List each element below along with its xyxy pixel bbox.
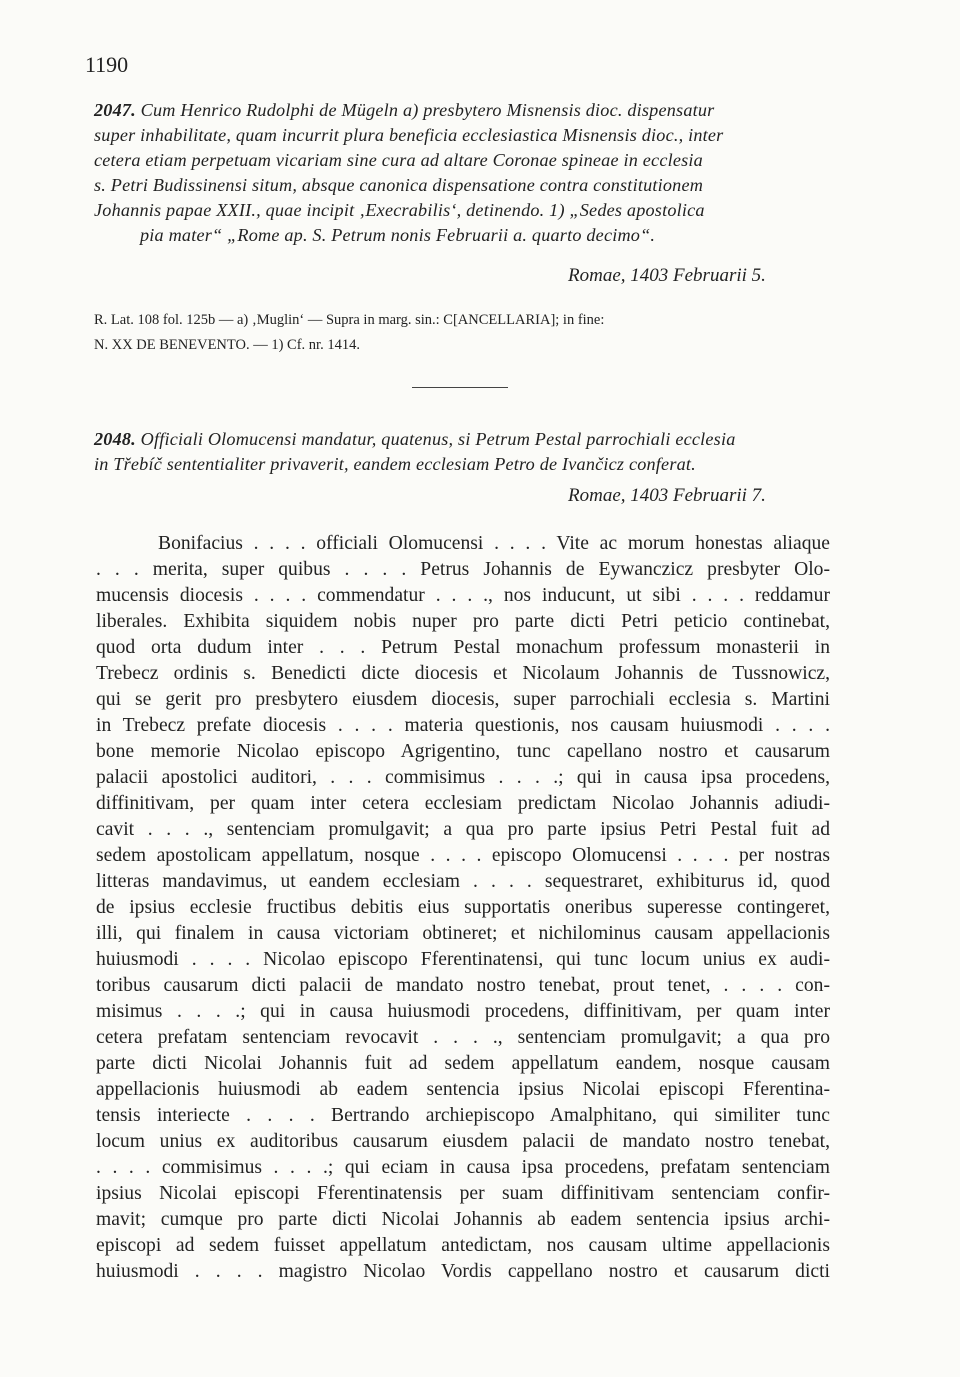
body-line: liberales. Exhibita siquidem nobis nuper pro parte dicti Petri peticio continebat,	[96, 611, 830, 632]
entry-2048-date: Romae, 1403 Februarii 7.	[568, 485, 766, 506]
entry-2048-line: 2048. Officiali Olomucensi mandatur, quatenus, si Petrum Pestal parrochiali ecclesia	[94, 429, 736, 449]
entry-2047-summary	[94, 98, 848, 248]
entry-2047-line: Johannis papae XXII., quae incipit ‚Execrabilis‘, detinendo. 1) „Sedes apostolica	[94, 200, 705, 220]
body-line: sedem apostolicam appellatum, nosque . . . . episcopo Olomucensi . . . . per nostras	[96, 845, 830, 866]
body-line: illi, qui finalem in causa victoriam obtineret; et nichilominus causam appellacionis	[96, 923, 830, 944]
body-line: tensis interiecte . . . . Bertrando archiepiscopo Amalphitano, qui similiter tunc	[96, 1105, 830, 1126]
body-line: ipsius Nicolai episcopi Fferentinatensis per suam diffinitivam sentenciam confir-	[96, 1183, 830, 1204]
body-line: . . . . commisimus . . . .; qui eciam in causa ipsa procedens, prefatam sentenciam	[96, 1157, 830, 1178]
page-number: 1190	[85, 52, 129, 77]
body-line: huiusmodi . . . . Nicolao episcopo Fferentinatensi, qui tunc locum unius ex audi-	[96, 949, 830, 970]
entry-2048-body	[96, 531, 830, 1285]
body-line: misimus . . . .; qui in causa huiusmodi procedens, diffinitivam, per quam inter	[96, 1001, 830, 1022]
body-line: litteras mandavimus, ut eandem ecclesiam . . . . sequestraret, exhibiturus id, quod	[96, 871, 830, 892]
body-line: in Trebecz prefate diocesis . . . . materia questionis, nos causam huiusmodi . . . .	[96, 715, 830, 736]
entry-2048-summary	[94, 427, 848, 477]
body-line: Trebecz ordinis s. Benedicti dicte diocesis et Nicolaum Johannis de Tussnowicz,	[96, 663, 830, 684]
section-divider	[412, 387, 508, 388]
entry-2047-line: cetera etiam perpetuam vicariam sine cura ad altare Coronae spineae in ecclesia	[94, 150, 703, 170]
body-line: mucensis diocesis . . . . commendatur . . . ., nos inducunt, ut sibi . . . . reddamur	[96, 585, 830, 606]
body-line: de ipsius ecclesie fructibus debitis eius supportatis oneribus superesse contingeret,	[96, 897, 830, 918]
footnote-line: R. Lat. 108 fol. 125b — a) ‚Muglin‘ — Supra in marg. sin.: C[ANCELLARIA]; in fine:	[94, 312, 605, 328]
body-line: appellacionis huiusmodi ab eadem sentencia ipsius Nicolai episcopi Fferentina-	[96, 1079, 830, 1100]
body-line: episcopi ad sedem fuisset appellatum antedictam, nos causam ultime appellacionis	[96, 1235, 830, 1256]
entry-2047-date: Romae, 1403 Februarii 5.	[568, 265, 766, 286]
entry-2047-line: 2047. Cum Henrico Rudolphi de Mügeln a) presbytero Misnensis dioc. dispensatur	[94, 100, 715, 120]
entry-2047-notes	[94, 308, 848, 358]
body-line: diffinitivam, per quam inter cetera ecclesiam predictam Nicolao Johannis adiudi-	[96, 793, 830, 814]
entry-2047-line: s. Petri Budissinensi situm, absque canonica dispensatione contra constitutionem	[94, 175, 704, 195]
body-line: quod orta dudum inter . . . Petrum Pestal monachum professum monasterii in	[96, 637, 830, 658]
body-line: qui se gerit pro presbytero eiusdem diocesis, super parrochiali ecclesia s. Martini	[96, 689, 830, 710]
footnote-line: N. XX DE BENEVENTO. — 1) Cf. nr. 1414.	[94, 337, 360, 353]
entry-2048-number: 2048.	[94, 429, 136, 449]
entry-2047-line: pia mater“ „Rome ap. S. Petrum nonis Februarii a. quarto decimo“.	[140, 225, 656, 245]
entry-2047-line: super inhabilitate, quam incurrit plura beneficia ecclesiastica Misnensis dioc., inter	[94, 125, 724, 145]
body-line: cetera prefatam sentenciam revocavit . . . ., sentenciam promulgavit; a qua pro	[96, 1027, 830, 1048]
body-line: parte dicti Nicolai Johannis fuit ad sedem appellatum eandem, nosque causam	[96, 1053, 830, 1074]
entry-2047-number: 2047.	[94, 100, 136, 120]
body-line: locum unius ex auditoribus causarum eiusdem palacii de mandato nostro tenebat,	[96, 1131, 830, 1152]
body-line: . . . merita, super quibus . . . . Petrus Johannis de Eywanczicz presbyter Olo-	[96, 559, 830, 580]
body-line: huiusmodi . . . . magistro Nicolao Vordis cappellano nostro et causarum dicti	[96, 1261, 830, 1282]
body-line: palacii apostolici auditori, . . . commisimus . . . .; qui in causa ipsa procedens,	[96, 767, 830, 788]
body-line: mavit; cumque pro parte dicti Nicolai Johannis ab eadem sentencia ipsius archi-	[96, 1209, 830, 1230]
body-line: cavit . . . ., sentenciam promulgavit; a qua pro parte ipsius Petri Pestal fuit ad	[96, 819, 830, 840]
body-line: bone memorie Nicolao episcopo Agrigentino, tunc capellano nostro et causarum	[96, 741, 830, 762]
body-line: toribus causarum dicti palacii de mandato nostro tenebat, prout tenet, . . . . con-	[96, 975, 830, 996]
entry-2048-line: in Třebíč sententialiter privaverit, eandem ecclesiam Petro de Ivančicz conferat.	[94, 454, 696, 474]
body-line: Bonifacius . . . . officiali Olomucensi . . . . Vite ac morum honestas aliaque	[158, 533, 830, 554]
